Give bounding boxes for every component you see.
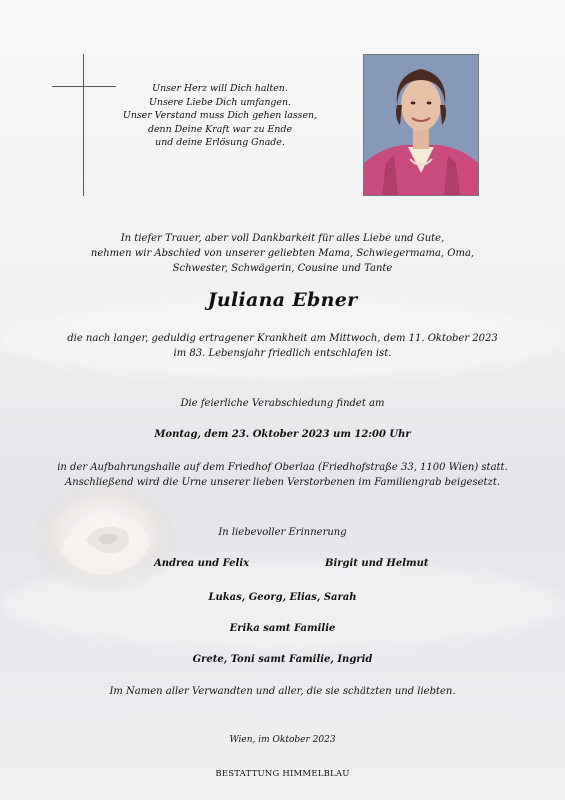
mourner-line: Lukas, Georg, Elias, Sarah bbox=[208, 592, 357, 603]
verse bbox=[120, 82, 320, 150]
undertaker-name: BESTATTUNG HIMMELBLAU bbox=[215, 769, 350, 779]
death-notice-line: die nach langer, geduldig ertragener Krankheit am Mittwoch, dem 11. Oktober 2023 bbox=[67, 333, 498, 344]
rose-watermark bbox=[30, 480, 180, 600]
place-date: Wien, im Oktober 2023 bbox=[229, 735, 336, 745]
ceremony-date: Montag, dem 23. Oktober 2023 um 12:00 Uhr bbox=[154, 429, 411, 440]
portrait-illustration bbox=[364, 55, 478, 195]
mourner-right: Birgit und Helmut bbox=[325, 558, 429, 569]
verse-line: Unser Verstand muss Dich gehen lassen, bbox=[122, 110, 318, 121]
mourner-line: Erika samt Familie bbox=[229, 623, 336, 634]
location-line: in der Aufbahrungshalle auf dem Friedhof Oberlaa (Friedhofstraße 33, 1100 Wien) statt. bbox=[57, 462, 508, 473]
closing-text: Im Namen aller Verwandten und aller, die sie schätzten und liebten. bbox=[109, 686, 456, 697]
portrait-photo bbox=[363, 54, 479, 196]
cross-symbol bbox=[52, 54, 116, 196]
verse-line: Unsere Liebe Dich umfangen. bbox=[149, 96, 291, 108]
intro-line: In tiefer Trauer, aber voll Dankbarkeit für alles Liebe und Gute, bbox=[120, 233, 445, 244]
ceremony-location bbox=[0, 460, 565, 490]
ceremony-intro: Die feierliche Verabschiedung findet am bbox=[180, 398, 385, 409]
mourner-line: Grete, Toni samt Familie, Ingrid bbox=[192, 654, 373, 665]
verse-line: Unser Herz will Dich halten. bbox=[152, 83, 288, 94]
location-line: Anschließend wird die Urne unserer lieben Verstorbenen im Familiengrab beigesetzt. bbox=[64, 477, 501, 488]
death-notice-line: im 83. Lebensjahr friedlich entschlafen ist. bbox=[173, 348, 392, 359]
verse-line: und deine Erlösung Gnade. bbox=[155, 137, 285, 148]
verse-line: denn Deine Kraft war zu Ende bbox=[148, 123, 292, 135]
intro-text bbox=[0, 231, 565, 276]
mourner-left: Andrea und Felix bbox=[154, 558, 250, 569]
death-notice bbox=[0, 331, 565, 361]
intro-line: nehmen wir Abschied von unserer geliebten Mama, Schwiegermama, Oma, bbox=[90, 248, 475, 259]
deceased-name: Juliana Ebner bbox=[207, 289, 358, 311]
remembrance-heading: In liebevoller Erinnerung bbox=[218, 527, 347, 538]
intro-line: Schwester, Schwägerin, Cousine und Tante bbox=[172, 263, 393, 274]
